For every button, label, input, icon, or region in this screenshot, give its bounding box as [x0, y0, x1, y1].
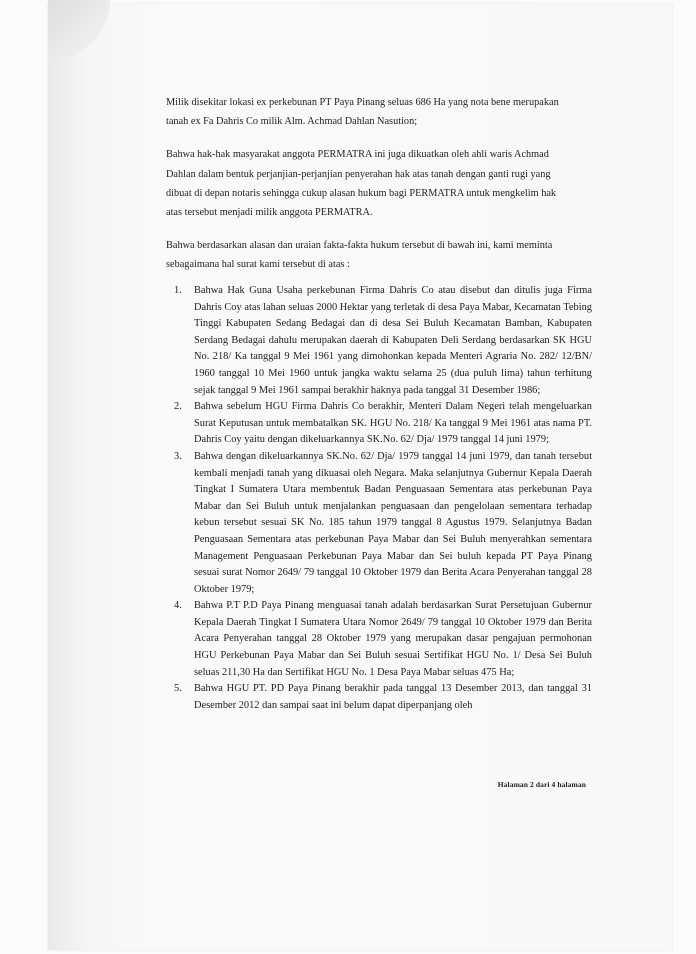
list-number: 2. — [174, 401, 182, 413]
text-line: sebagaimana hal surat kami tersebut di atas : — [166, 259, 350, 271]
paragraph-3 — [166, 236, 586, 274]
text-line: Milik disekitar lokasi ex perkebunan PT Paya Pinang seluas 686 Ha yang nota bene merupakan — [166, 97, 559, 108]
list-number: 1. — [174, 285, 182, 296]
text-line: atas tersebut menjadi milik anggota PERMATRA. — [166, 207, 373, 219]
list-item-text: Bahwa sebelum HGU Firma Dahris Co berakhir, Menteri Dalam Negeri telah mengeluarkan Surat Keputusan untuk membatalkan SK. HGU No. 218/ Ka tanggal 9 Mei 1961 atas nama PT. Dahris Coy yaitu dengan dikeluarkannya SK.No. 62/ Dja/ 1979 tanggal 14 juni 1979; — [194, 401, 592, 446]
numbered-list-container — [166, 283, 592, 714]
text-line: tanah ex Fa Dahris Co milik Alm. Achmad Dahlan Nasution; — [166, 116, 418, 128]
text-line: Dahlan dalam bentuk perjanjian-perjanjian penyerahan hak atas tanah dengan ganti rugi yang — [166, 168, 551, 180]
list-number: 5. — [174, 683, 182, 695]
numbered-list — [166, 283, 592, 714]
page-number-footer: Halaman 2 dari 4 halaman — [497, 780, 586, 789]
text-line: dibuat di depan notaris sehingga cukup alasan hukum bagi PERMATRA untuk mengkelim hak — [166, 187, 557, 199]
list-item-2 — [166, 399, 592, 449]
list-item-5 — [166, 681, 592, 714]
text-line: Bahwa hak-hak masyarakat anggota PERMATRA ini juga dikuatkan oleh ahli waris Achmad — [166, 149, 549, 161]
paragraph-1 — [166, 93, 586, 131]
list-item-text: Bahwa P.T P.D Paya Pinang menguasai tanah adalah berdasarkan Surat Persetujuan Gubernur Kepala Daerah Tingkat I Sumatera Utara Nomor 2649/ 79 tanggal 10 Oktober 1979 dan Berita Acara Penyerahan tanggal 28 Oktober 1979 yang merupakan dasar pengajuan permohonan HGU Perkebunan Paya Mabar dan Sei Buluh sesuai Sertifikat HGU No. 1/ Desa Sei Buluh seluas 211,30 Ha dan Sertifikat HGU No. 1 Desa Paya Mabar seluas 475 Ha; — [194, 600, 592, 678]
list-item-text: Bahwa Hak Guna Usaha perkebunan Firma Dahris Co atau disebut dan ditulis juga Firma Dahris Coy atas lahan seluas 2000 Hektar yang terletak di desa Paya Mabar, Kecamatan Tebing Tinggi Kabupaten Sedang Bedagai dan di desa Sei Buluh Kecamatan Bamban, Kabupaten Serdang Bedagai dahulu merupakan daerah di Kabupaten Deli Serdang berdasarkan SK HGU No. 218/ Ka tanggal 9 Mei 1961 yang dimohonkan kepada Menteri Agraria No. 282/ 12/BN/ 1960 tanggal 10 Mei 1960 untuk jangka waktu selama 25 (dua puluh lima) tahun terhitung sejak tanggal 9 Mei 1961 sampai berakhir haknya pada tanggal 31 Desember 1986; — [194, 285, 592, 396]
list-item-3 — [166, 449, 592, 598]
list-item-1 — [166, 283, 592, 399]
text-line: Bahwa berdasarkan alasan dan uraian fakta-fakta hukum tersebut di bawah ini, kami meminta — [166, 240, 553, 252]
paragraph-2 — [166, 145, 586, 222]
list-number: 4. — [174, 600, 182, 612]
document-body — [166, 93, 586, 289]
list-item-text: Bahwa HGU PT. PD Paya Pinang berakhir pada tanggal 13 Desember 2013, dan tanggal 31 Desember 2012 dan sampai saat ini belum dapat diperpanjang oleh — [194, 683, 592, 711]
list-number: 3. — [174, 450, 182, 462]
list-item-4 — [166, 598, 592, 681]
list-item-text: Bahwa dengan dikeluarkannya SK.No. 62/ Dja/ 1979 tanggal 14 juni 1979, dan tanah tersebut kembali menjadi tanah yang dikuasai oleh Negara. Maka selanjutnya Gubernur Kepala Daerah Tingkat I Sumatera Utara membentuk Badan Penguasaan Sementara atas perkebunan Paya Mabar dan Sei Buluh untuk menjalankan penguasaan dan pengelolaan sementara terhadap kebun tersebut sesuai SK No. 185 tahun 1979 tanggal 8 Agustus 1979. Selanjutnya Badan Penguasaan Sementara atas perkebunan Paya Mabar dan Sei Buluh menyerahkan sementara Management Penguasaan Perkebunan Paya Mabar dan Sei buluh kepada PT Paya Pinang sesuai surat Nomor 2649/ 79 tanggal 10 Oktober 1979 dan Berita Acara Penyerahan tanggal 28 Oktober 1979; — [194, 450, 592, 595]
